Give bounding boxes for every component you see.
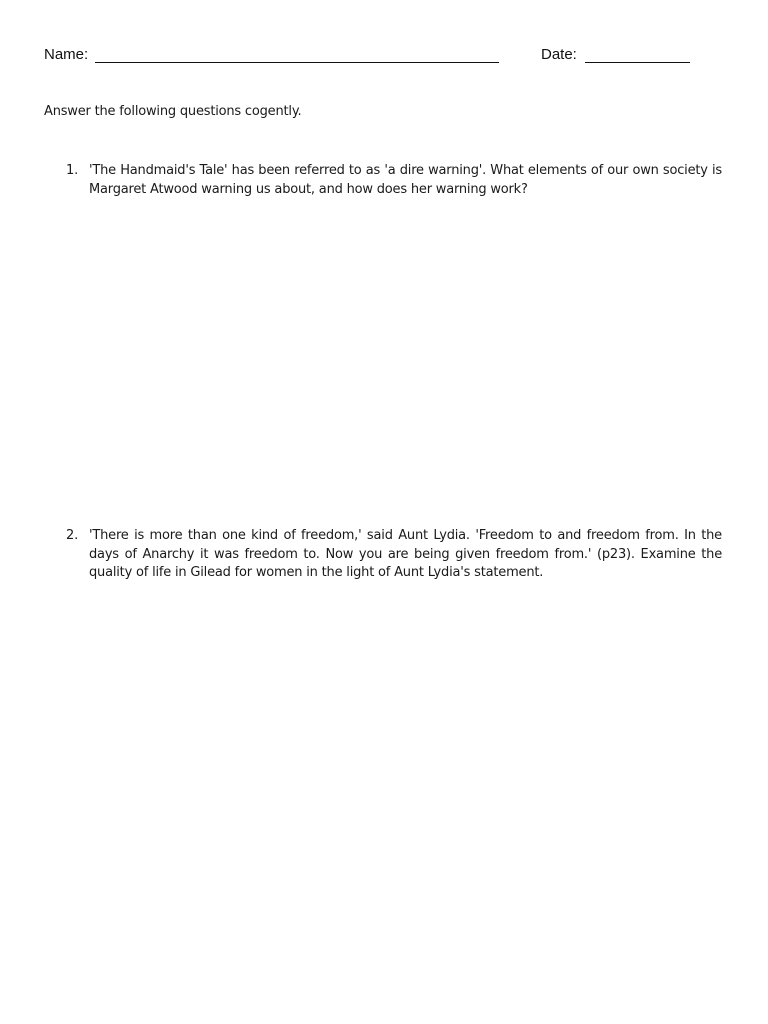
question-number: 1. xyxy=(66,163,79,178)
header-row xyxy=(0,44,768,68)
instructions: Answer the following questions cogently. xyxy=(44,104,302,119)
question-1 xyxy=(66,162,722,199)
date-field-line[interactable] xyxy=(585,62,690,63)
name-field-line[interactable] xyxy=(95,62,499,63)
question-2 xyxy=(66,527,722,583)
question-text: 'The Handmaid's Tale' has been referred to as 'a dire warning'. What elements of our own society is Margaret Atwood warning us about, and how does her warning work? xyxy=(89,163,722,197)
question-number: 2. xyxy=(66,528,79,543)
name-label: Name: xyxy=(44,46,89,63)
question-text: 'There is more than one kind of freedom,' said Aunt Lydia. 'Freedom to and freedom from. In the days of Anarchy it was freedom to. Now you are being given freedom from.' (p23). Examine the quality of life in Gilead for women in the light of Aunt Lydia's statement. xyxy=(89,528,722,580)
date-label: Date: xyxy=(541,46,577,63)
